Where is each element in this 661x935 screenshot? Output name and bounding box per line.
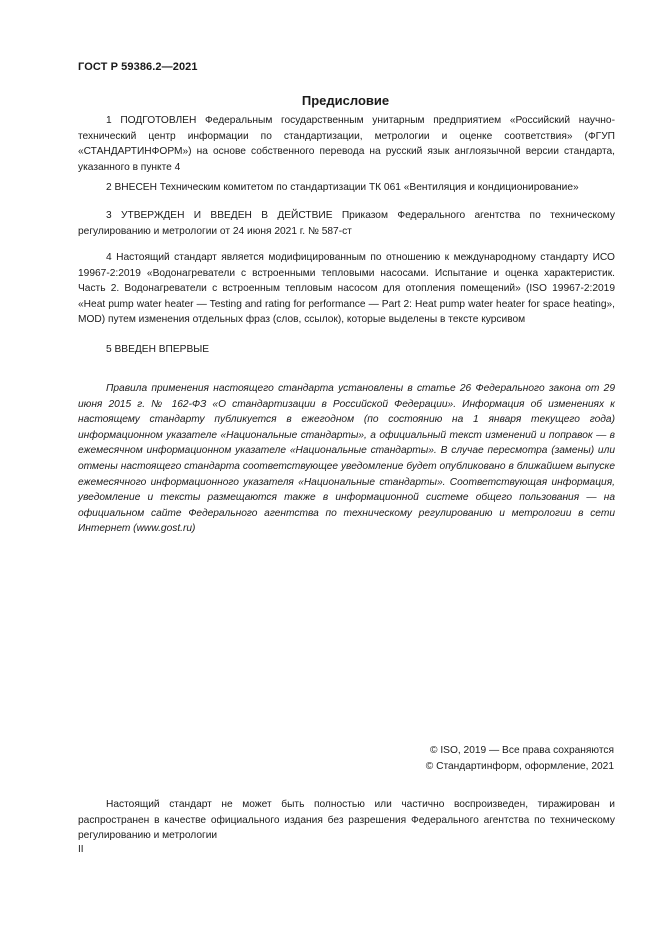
preface-item-5 [78,342,615,358]
preface-item-3-text: 3 УТВЕРЖДЕН И ВВЕДЕН В ДЕЙСТВИЕ Приказом Федерального агентства по техническому регулированию и метрологии от 24 июня 2021 г. № 587-ст [78,210,615,237]
copyright-iso: © ISO, 2019 — Все права сохраняются [430,745,614,756]
rules-of-application-text: Правила применения настоящего стандарта установлены в статье 26 Федерального закона от 29 июня 2015 г. № 162-ФЗ «О стандартизации в Российской Федерации». Информация об изменениях к настоящему стандарту публикуется в ежегодном (по состоянию на 1 января текущего года) информационном указателе «Национальные стандарты», а официальный текст изменений и поправок — в ежемесячном информационном указателе «Национальные стандарты». В случае пересмотра (замены) или отмены настоящего стандарта соответствующее уведомление будет опубликовано в ближайшем выпуске ежемесячного информационного указателя «Национальные стандарты». Соответствующая информация, уведомление и тексты размещаются также в информационной системе общего пользования — на официальном сайте Федерального агентства по техническому регулированию и метрологии в сети Интернет (www.gost.ru) [78,383,615,535]
preface-item-2-text: 2 ВНЕСЕН Техническим комитетом по стандартизации ТК 061 «Вентиляция и кондиционирование» [106,182,579,193]
preface-item-1 [78,113,615,175]
page-number: II [78,844,84,855]
preface-item-1-text: 1 ПОДГОТОВЛЕН Федеральным государственным унитарным предприятием «Российский научно-технический центр информации по стандартизации, метрологии и оценке соответствия» (ФГУП «СТАНДАРТИНФОРМ») на основе собственного перевода на русский язык англоязычной версии стандарта, указанного в пункте 4 [78,115,615,173]
page-title: Предисловие [301,93,390,108]
rules-of-application [78,381,615,537]
reproduction-notice [78,797,615,844]
preface-item-5-text: 5 ВВЕДЕН ВПЕРВЫЕ [106,344,210,355]
document-code: ГОСТ Р 59386.2—2021 [78,61,198,73]
preface-item-4 [78,250,615,328]
reproduction-notice-text: Настоящий стандарт не может быть полностью или частично воспроизведен, тиражирован и распространен в качестве официального издания без разрешения Федерального агентства по техническому регулированию и метрологии [78,799,615,842]
preface-item-2 [78,180,615,196]
copyright-standartinform: © Стандартинформ, оформление, 2021 [425,761,614,772]
preface-item-4-text: 4 Настоящий стандарт является модифицированным по отношению к международному стандарту ИСО 19967-2:2019 «Водонагреватели с встроенными тепловыми насосами. Испытание и оценка характеристик. Часть 2. Водонагреватели с встроенным тепловым насосом для отопления помещений» (ISO 19967-2:2019 «Heat pump water heater — Testing and rating for performance — Part 2: Heat pump water heater for space heating», MOD) путем изменения отдельных фраз (слов, ссылок), которые выделены в тексте курсивом [78,252,615,326]
preface-item-3 [78,208,615,239]
